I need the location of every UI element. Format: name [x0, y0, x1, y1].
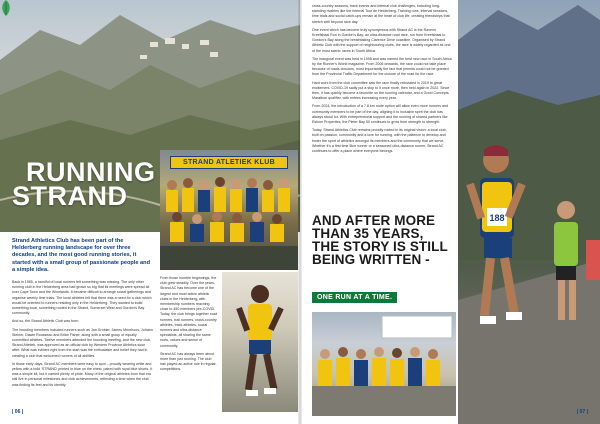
bib-number: 188 [489, 213, 505, 223]
paragraph: In those early days, Strand AC members were easy to spot – proudly wearing white and yellow with a bold 'STRAND' printed in blue on the chest, paired with royal blue shorts. It was a simple kit, but it carried plenty of pride. Many of the original athletes from that era still live in personal milestones and club achievements, reflecting a time when the club was finding its feet and its identity. [12, 361, 153, 387]
runner-illustration [222, 272, 298, 412]
article-title [12, 157, 156, 211]
spread-gutter [298, 0, 302, 424]
paragraph: One event which has become truly synonymous with Strand AC is the Ravenn Kreefsbaai Run in Gordon's Bay, an ultra-distance road race, run from Kreefsbaai to Gordon's Bay along the breathtaking Clarence Drive coastline. Organised by Strand Athletic Club with the support of neighbouring clubs, the race is widely regarded as one of the most scenic races in South Africa. [312, 27, 451, 53]
pull-quote-headline: AND AFTER MORE THAN 35 YEARS, THE STORY IS STILL BEING WRITTEN - [312, 213, 448, 267]
pull-quote-subheadline: ONE RUN AT A TIME. [312, 292, 397, 303]
group-finish-illustration [312, 312, 456, 416]
body-column-3 [312, 4, 452, 157]
leaf-icon [0, 0, 12, 16]
body-column-1 [12, 280, 154, 391]
title-line-2: STRAND [12, 181, 128, 211]
title-line-1: RUNNING [26, 157, 156, 187]
paragraph: Hard work from the club committee saw the race finally reinstated in 2019 to great excitement. COVID-19 sadly put a stop to it once more, then held again in 2022. Since then, it has quickly become a favourite on the running calendar, and a Good Concepts Marathon qualifier, with entries increasing every year. [312, 80, 450, 101]
body-column-2 [160, 276, 218, 376]
paragraph: The inaugural event was held in 1995 and was named the best new race in South Africa by the Runner's World magazine. From 2006 onwards, the race could not take place because of roads closures, most importantly the fact that permits could not be granted from the Provincial Traffic Department for the closure of the road for the race. [312, 56, 452, 77]
marathon-runner-photo [458, 0, 600, 424]
paragraph: The founding members included runners such as Jan Grobler, James Moorhuus, Johann Steiner, Dawie Rousseau and Brian Fisher, along with a small group of equally committed athletes. Twelve members attended the founding meeting, and the new club, Strand Atletiek, was approved as an official club by Western Province Athletics soon after. What was evident right from the start was the enthusiasm and belief they had in creating a club that welcomed runners of all abilities. [12, 327, 153, 358]
club-banner-text: STRAND ATLETIEK KLUB [183, 159, 275, 166]
page-number-left: | 06 | [12, 409, 24, 415]
right-page [300, 0, 600, 424]
intro-paragraph: Strand Athletics Club has been part of the Helderberg running landscape for over three decades, and the most good running stories, it started with a small group of passionate people and a simple idea. [12, 238, 151, 273]
paragraph: cross-country seasons, track events and internal club challenges, including long-standing rivalries like the internal Tour de Helderberg. Training runs, interval sessions, time trials and social catch-ups remain at the heart of club life, creating friendships that stretch well beyond race day. [312, 4, 450, 24]
paragraph: From 2024, the introduction of a 7.8 km route option will allow even more runners and community members to be part of the day, aligning it to inclusive spirit the club has always stood for. With entrepreneurial support and the running of shared partners like Eskom Properties, the Pieter Bay 50 continues to grow from strength to strength. [312, 104, 449, 125]
marathon-runner-illustration [458, 0, 600, 424]
paragraph: Strand AC has always been about more than just running. The club has played an active role in regular, competitions. [160, 351, 217, 372]
paragraph: And so, the Strand Athletic Club was born. [12, 319, 80, 324]
page-number-right: | 07 | [576, 409, 588, 415]
runner-photo [222, 272, 298, 412]
paragraph: From those humble beginnings, the club grew steadily. Over the years, Strand AC has become one of the largest and most active athletic clubs in the Helderberg, with membership numbers reaching close to 450 members pre-COVID. Today, the club brings together road runners, trail runners, cross-country athletes, track athletes, social runners and ultra-distance specialists, all sharing the same roots, values and sense of community. [160, 276, 218, 348]
group-finish-photo [312, 312, 456, 416]
paragraph: Back in 1985, a handful of local runners felt something was missing. The only other running club in the Helderberg area had grown so big that its meetings were spread all over Cape Town and the Winelands. It became difficult to arrange social gatherings and organise weekly time trials. The local athletes felt that there was a need for a club which would be oriented to runners residing only in the Helderberg. They wanted to build something local, something rooted in the Strand, Somerset West and Gordon's Bay community. [12, 280, 152, 316]
club-team-photo [160, 150, 298, 270]
paragraph: Today, Strand Athletics Club remains proudly rooted in its original vision: a local club, built on passion, community and a love for running, with the patience to develop and foster the sport of athletics amongst its members and the community that we serve. Whether it's a first time 5km runner or a seasoned ultra-distance runner, Strand AC continues to offer a place where everyone belongs. [312, 128, 447, 154]
team-group-illustration [160, 150, 298, 270]
